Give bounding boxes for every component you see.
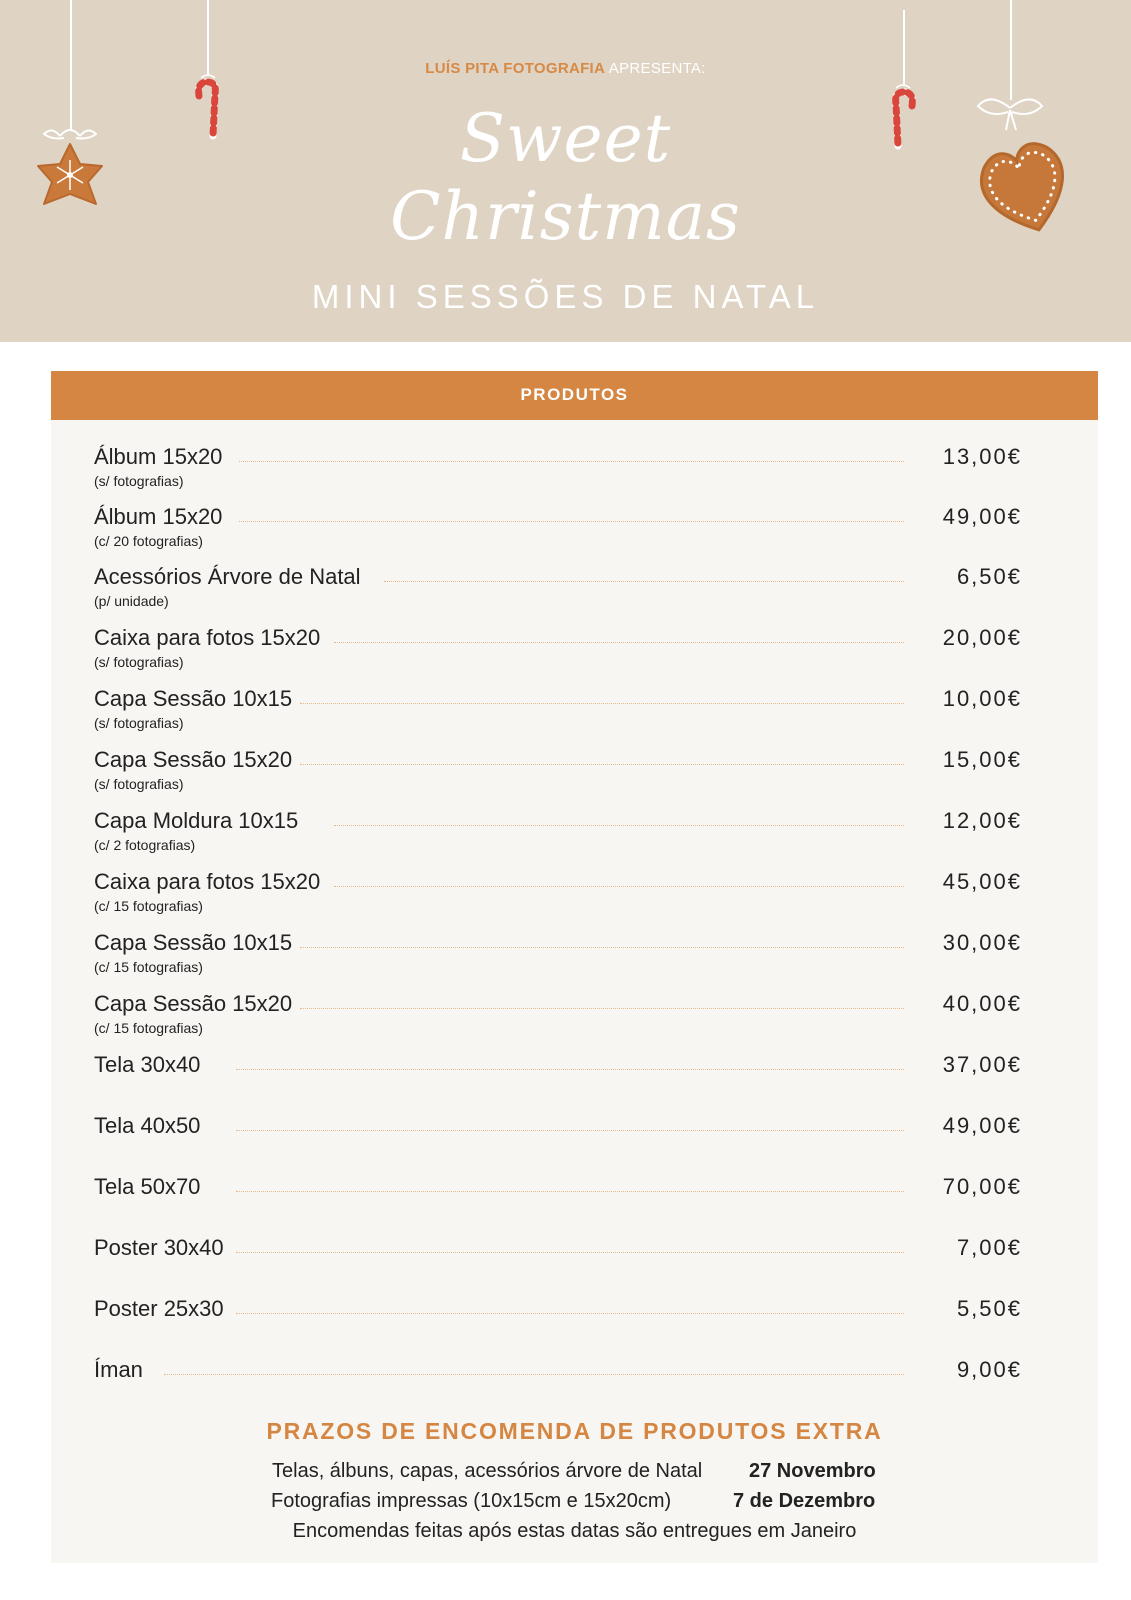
- deadline-row: [51, 1490, 1098, 1516]
- product-note: (c/ 15 fotografias): [94, 898, 203, 914]
- product-name: Caixa para fotos 15x20: [94, 869, 321, 894]
- product-price: 10,00€: [942, 686, 1022, 711]
- product-row: [94, 930, 1022, 990]
- deadline-label: Telas, álbuns, capas, acessórios árvore de Natal: [272, 1460, 703, 1482]
- product-price: 45,00€: [942, 869, 1022, 894]
- brand-name: LUÍS PITA FOTOGRAFIA: [425, 60, 606, 77]
- title-script-line2: Christmas: [390, 178, 741, 255]
- product-row: [94, 808, 1022, 868]
- product-name: Capa Sessão 10x15: [94, 930, 293, 955]
- product-row: [94, 991, 1022, 1051]
- dotted-leader: [236, 1313, 904, 1314]
- dotted-leader: [236, 1130, 904, 1131]
- title-script-line1: Sweet: [459, 100, 672, 177]
- product-row: [94, 625, 1022, 685]
- dotted-leader: [164, 1374, 904, 1375]
- product-price: 9,00€: [956, 1357, 1022, 1382]
- dotted-leader: [236, 1252, 904, 1253]
- product-row: [94, 1296, 1022, 1356]
- product-price: 20,00€: [942, 625, 1022, 650]
- dotted-leader: [300, 947, 904, 948]
- dotted-leader: [300, 764, 904, 765]
- product-row: [94, 747, 1022, 807]
- deadline-row: [51, 1460, 1098, 1486]
- product-note: (s/ fotografias): [94, 654, 184, 670]
- product-name: Íman: [94, 1357, 143, 1382]
- product-name: Álbum 15x20: [94, 504, 223, 529]
- header-banner: [0, 0, 1131, 342]
- product-note: (p/ unidade): [94, 593, 169, 609]
- deadlines-title: PRAZOS DE ENCOMENDA DE PRODUTOS EXTRA: [266, 1418, 883, 1444]
- products-panel: [51, 371, 1098, 1563]
- presenter-line: [0, 60, 1131, 77]
- product-name: Caixa para fotos 15x20: [94, 625, 321, 650]
- product-row: [94, 1174, 1022, 1234]
- product-note: (c/ 15 fotografias): [94, 959, 203, 975]
- product-price: 12,00€: [942, 808, 1022, 833]
- product-name: Acessórios Árvore de Natal: [94, 564, 361, 589]
- product-row: [94, 1357, 1022, 1417]
- deadline-date: 7 de Dezembro: [733, 1490, 876, 1512]
- product-name: Álbum 15x20: [94, 444, 223, 469]
- product-row: [94, 564, 1022, 624]
- product-row: [94, 1052, 1022, 1112]
- product-name: Tela 30x40: [94, 1052, 201, 1077]
- product-row: [94, 444, 1022, 504]
- ornament-string: [1010, 0, 1012, 100]
- product-name: Capa Sessão 15x20: [94, 991, 293, 1016]
- product-note: (s/ fotografias): [94, 776, 184, 792]
- product-price: 49,00€: [942, 1113, 1022, 1138]
- dotted-leader: [334, 886, 904, 887]
- product-name: Capa Sessão 10x15: [94, 686, 293, 711]
- product-price: 5,50€: [956, 1296, 1022, 1321]
- deadline-date: 27 Novembro: [749, 1460, 876, 1482]
- product-row: [94, 1235, 1022, 1295]
- product-price: 13,00€: [942, 444, 1022, 469]
- dotted-leader: [334, 642, 904, 643]
- dotted-leader: [239, 521, 904, 522]
- product-note: (s/ fotografias): [94, 473, 184, 489]
- dotted-leader: [236, 1069, 904, 1070]
- dotted-leader: [239, 461, 904, 462]
- dotted-leader: [334, 825, 904, 826]
- product-name: Poster 25x30: [94, 1296, 224, 1321]
- product-price: 15,00€: [942, 747, 1022, 772]
- product-note: (c/ 15 fotografias): [94, 1020, 203, 1036]
- product-price: 40,00€: [942, 991, 1022, 1016]
- product-name: Capa Sessão 15x20: [94, 747, 293, 772]
- product-price: 30,00€: [942, 930, 1022, 955]
- deadline-note: Encomendas feitas após estas datas são entregues em Janeiro: [292, 1520, 857, 1542]
- product-name: Tela 50x70: [94, 1174, 201, 1199]
- presents-text: APRESENTA:: [608, 60, 706, 77]
- product-note: (s/ fotografias): [94, 715, 184, 731]
- product-note: (c/ 20 fotografias): [94, 533, 203, 549]
- product-note: (c/ 2 fotografias): [94, 837, 196, 853]
- product-row: [94, 1113, 1022, 1173]
- page-subtitle: MINI SESSÕES DE NATAL: [311, 278, 820, 315]
- product-price: 37,00€: [942, 1052, 1022, 1077]
- product-name: Tela 40x50: [94, 1113, 201, 1138]
- product-price: 6,50€: [956, 564, 1022, 589]
- product-row: [94, 869, 1022, 929]
- product-price: 7,00€: [956, 1235, 1022, 1260]
- product-name: Poster 30x40: [94, 1235, 224, 1260]
- dotted-leader: [236, 1191, 904, 1192]
- deadline-label: Fotografias impressas (10x15cm e 15x20cm): [271, 1490, 672, 1512]
- dotted-leader: [300, 703, 904, 704]
- dotted-leader: [384, 581, 904, 582]
- product-price: 49,00€: [942, 504, 1022, 529]
- product-row: [94, 686, 1022, 746]
- product-price: 70,00€: [942, 1174, 1022, 1199]
- products-heading: PRODUTOS: [51, 371, 1098, 420]
- product-row: [94, 504, 1022, 564]
- dotted-leader: [300, 1008, 904, 1009]
- product-name: Capa Moldura 10x15: [94, 808, 299, 833]
